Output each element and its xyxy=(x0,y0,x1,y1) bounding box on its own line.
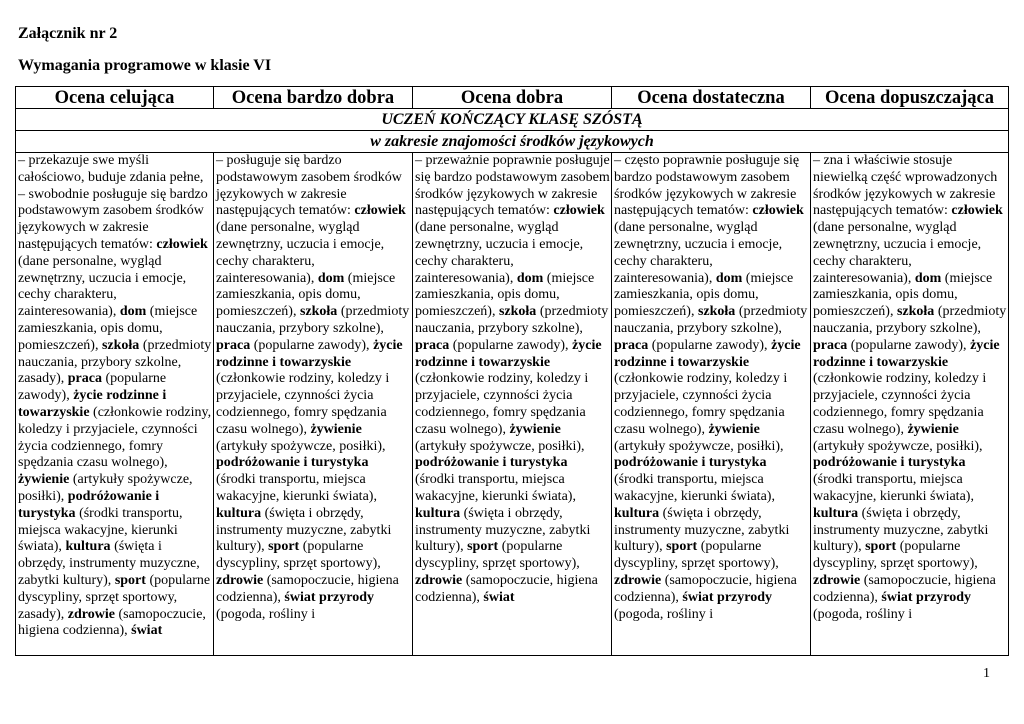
topic-keyword: szkoła xyxy=(299,304,338,320)
cell-text: (pogoda, rośliny i xyxy=(216,606,316,622)
column-header-dostateczna: Ocena dostateczna xyxy=(612,87,811,108)
cell-text: (samopoczucie, higiena codzienna), xyxy=(415,572,598,605)
cell-text: (popularne zawody), xyxy=(250,337,374,353)
topic-keyword: kultura xyxy=(65,539,111,555)
cell-text: (dane personalne, wygląd zewnętrzny, uczucia i emocje, cechy charakteru, zainteresowania), xyxy=(614,220,783,286)
topic-keyword: życie rodzinne i towarzyskie xyxy=(216,337,403,370)
topic-keyword: podróżowanie i turystyka xyxy=(18,488,160,521)
cell-text: (środki transportu, miejsca wakacyjne, kierunki świata), xyxy=(813,472,974,504)
cell-text: (pogoda, rośliny i xyxy=(614,606,714,622)
topic-keyword: kultura xyxy=(216,505,262,521)
topic-keyword: zdrowie xyxy=(813,572,861,588)
cell-dobra xyxy=(413,153,612,655)
topic-keyword: szkoła xyxy=(896,304,935,320)
cell-text: (samopoczucie, higiena codzienna), xyxy=(18,606,206,639)
column-header-celujaca: Ocena celująca xyxy=(16,87,214,108)
topic-keyword: sport xyxy=(268,539,300,555)
cell-text: – zna i właściwie stosuje niewielką część wprowadzonych środków językowych w zakresie następujących tematów: xyxy=(813,153,998,219)
topic-keyword: człowiek xyxy=(951,203,1003,219)
column-header-dobra: Ocena dobra xyxy=(413,87,612,108)
cell-text: (pogoda, rośliny i xyxy=(813,606,913,622)
topic-keyword: podróżowanie i turystyka xyxy=(614,455,767,471)
cell-text: (popularne dyscypliny, sprzęt sportowy, zasady), xyxy=(18,572,211,622)
document-subtitle: Wymagania programowe w klasie VI xyxy=(18,57,272,74)
topic-keyword: dom xyxy=(516,270,544,286)
cell-text: (artykuły spożywcze, posiłki), xyxy=(18,472,193,504)
cell-text: (miejsce zamieszkania, opis domu, pomieszczeń), xyxy=(813,270,993,320)
cell-text: (członkowie rodziny, koledzy i przyjaciele, czynności życia codziennego, fomry spędzania czasu wolnego), xyxy=(614,371,788,437)
cell-text: (środki transportu, miejsca wakacyjne, kierunki świata), xyxy=(415,472,576,504)
topic-keyword: kultura xyxy=(415,505,461,521)
topic-keyword: świat przyrody xyxy=(881,589,971,605)
topic-keyword: żywienie xyxy=(708,421,760,437)
topic-keyword: kultura xyxy=(614,505,660,521)
cell-celujaca xyxy=(16,153,214,655)
cell-text: (dane personalne, wygląd zewnętrzny, uczucia i emocje, cechy charakteru, zainteresowania), xyxy=(216,220,385,286)
column-header-dopuszczajaca: Ocena dopuszczająca xyxy=(824,88,995,108)
cell-text: – często poprawnie posługuje się bardzo podstawowym zasobem środków językowych w zakresie następujących tematów: xyxy=(614,153,800,219)
cell-text: (członkowie rodziny, koledzy i przyjaciele, czynności życia codziennego, fomry spędzania czasu wolnego), xyxy=(216,371,390,437)
cell-text: (członkowie rodziny, koledzy i przyjaciele, czynności życia codziennego, fomry spędzania czasu wolnego), xyxy=(813,371,987,437)
topic-keyword: szkoła xyxy=(697,304,736,320)
topic-keyword: życie rodzinne i towarzyskie xyxy=(415,337,602,370)
topic-keyword: człowiek xyxy=(553,203,605,219)
cell-text: (miejsce zamieszkania, opis domu, pomieszczeń), xyxy=(18,304,198,353)
topic-keyword: żywienie xyxy=(310,421,362,437)
topic-keyword: świat xyxy=(483,589,515,605)
cell-text: (popularne dyscypliny, sprzęt sportowy), xyxy=(614,539,779,572)
cell-text: (środki transportu, miejsca wakacyjne, kierunki świata), xyxy=(614,472,775,504)
topic-keyword: świat przyrody xyxy=(682,589,772,605)
requirements-table xyxy=(15,86,1009,656)
topic-keyword: praca xyxy=(415,337,450,353)
cell-text: (popularne zawody), xyxy=(18,371,167,404)
topic-keyword: szkoła xyxy=(498,304,537,320)
cell-bardzo-dobra xyxy=(214,153,413,655)
cell-text: (samopoczucie, higiena codzienna), xyxy=(614,572,797,605)
topic-keyword: świat xyxy=(131,623,163,639)
cell-text: (samopoczucie, higiena codzienna), xyxy=(813,572,996,605)
topic-keyword: życie rodzinne i towarzyskie xyxy=(18,388,167,420)
cell-text: (popularne zawody), xyxy=(449,337,573,353)
cell-text: (miejsce zamieszkania, opis domu, pomieszczeń), xyxy=(216,270,396,320)
topic-keyword: dom xyxy=(914,270,942,286)
topic-keyword: praca xyxy=(614,337,649,353)
topic-keyword: człowiek xyxy=(752,203,804,219)
cell-text: (artykuły spożywcze, posiłki), xyxy=(415,438,585,454)
topic-keyword: praca xyxy=(216,337,251,353)
table-header-row xyxy=(16,87,1008,109)
topic-keyword: dom xyxy=(317,270,345,286)
topic-keyword: życie rodzinne i towarzyskie xyxy=(614,337,801,370)
cell-text: (popularne dyscypliny, sprzęt sportowy), xyxy=(216,539,381,572)
cell-text: – posługuje się bardzo podstawowym zasobem środków językowych w zakresie następujących tematów: xyxy=(216,153,402,219)
attachment-title: Załącznik nr 2 xyxy=(18,25,118,42)
cell-text: (samopoczucie, higiena codzienna), xyxy=(216,572,399,605)
cell-text: (dane personalne, wygląd zewnętrzny, uczucia i emocje, cechy charakteru, zainteresowania), xyxy=(415,220,584,286)
topic-keyword: żywienie xyxy=(907,421,959,437)
topic-keyword: człowiek xyxy=(354,203,406,219)
table-body-row xyxy=(16,153,1008,655)
topic-keyword: życie rodzinne i towarzyskie xyxy=(813,337,1000,370)
topic-keyword: żywienie xyxy=(18,472,70,488)
cell-text: (popularne zawody), xyxy=(847,337,971,353)
cell-text: (święta i obrzędy, instrumenty muzyczne, zabytki kultury), xyxy=(415,505,591,555)
topic-keyword: podróżowanie i turystyka xyxy=(216,455,369,471)
cell-text: (przedmioty nauczania, przybory szkolne), xyxy=(614,304,808,336)
band-class-six: UCZEŃ KOŃCZĄCY KLASĘ SZÓSTĄ xyxy=(16,109,1008,131)
cell-text: (święta i obrzędy, instrumenty muzyczne, zabytki kultury), xyxy=(813,505,989,555)
cell-text: (artykuły spożywcze, posiłki), xyxy=(813,438,983,454)
topic-keyword: zdrowie xyxy=(216,572,264,588)
page-number: 1 xyxy=(983,666,990,681)
topic-keyword: praca xyxy=(813,337,848,353)
topic-keyword: zdrowie xyxy=(415,572,463,588)
topic-keyword: sport xyxy=(666,539,698,555)
topic-keyword: zdrowie xyxy=(67,606,115,622)
topic-keyword: żywienie xyxy=(509,421,561,437)
cell-text: (członkowie rodziny, koledzy i przyjaciele, czynności życia codziennego, fomry spędzania czasu wolnego), xyxy=(415,371,589,437)
cell-text: – przekazuje swe myśli całościowo, buduje zdania pełne, – swobodnie posługuje się bardzo podstawowym zasobem środków językowych w zakresie następujących tematów: xyxy=(18,153,208,252)
topic-keyword: sport xyxy=(467,539,499,555)
cell-text: (popularne dyscypliny, sprzęt sportowy), xyxy=(813,539,978,572)
cell-text: (przedmioty nauczania, przybory szkolne, zasady), xyxy=(18,337,212,387)
cell-text: (artykuły spożywcze, posiłki), xyxy=(216,438,386,454)
cell-text: (święta i obrzędy, instrumenty muzyczne, zabytki kultury), xyxy=(614,505,790,555)
cell-text: (święta i obrzędy, instrumenty muzyczne, zabytki kultury), xyxy=(18,539,200,588)
band-language-scope: w zakresie znajomości środków językowych xyxy=(16,131,1008,153)
cell-text: (dane personalne, wygląd zewnętrzny, uczucia i emocje, cechy charakteru, zainteresowania), xyxy=(813,220,982,286)
topic-keyword: człowiek xyxy=(156,236,208,252)
cell-text: (święta i obrzędy, instrumenty muzyczne, zabytki kultury), xyxy=(216,505,392,555)
topic-keyword: świat przyrody xyxy=(284,589,374,605)
topic-keyword: zdrowie xyxy=(614,572,662,588)
topic-keyword: dom xyxy=(119,304,147,320)
cell-text: – przeważnie poprawnie posługuje się bardzo podstawowym zasobem środków językowych w zakresie następujących tematów: xyxy=(415,153,610,219)
topic-keyword: dom xyxy=(715,270,743,286)
cell-text: (przedmioty nauczania, przybory szkolne), xyxy=(813,304,1007,336)
topic-keyword: podróżowanie i turystyka xyxy=(415,455,568,471)
cell-dopuszczajaca xyxy=(811,153,1008,655)
cell-text: (popularne zawody), xyxy=(648,337,772,353)
cell-text: (miejsce zamieszkania, opis domu, pomieszczeń), xyxy=(614,270,794,320)
topic-keyword: podróżowanie i turystyka xyxy=(813,455,966,471)
topic-keyword: praca xyxy=(67,371,102,387)
cell-text: (środki transportu, miejsca wakacyjne, kierunki świata), xyxy=(18,505,183,555)
cell-dostateczna xyxy=(612,153,811,655)
cell-text: (środki transportu, miejsca wakacyjne, kierunki świata), xyxy=(216,472,377,504)
cell-text: (członkowie rodziny, koledzy i przyjaciele, czynności życia codziennego, fomry spędzania czasu wolnego), xyxy=(18,404,212,471)
cell-text: (popularne dyscypliny, sprzęt sportowy), xyxy=(415,539,580,572)
cell-text: (dane personalne, wygląd zewnętrzny, uczucia i emocje, cechy charakteru, zainteresowania), xyxy=(18,253,187,320)
topic-keyword: sport xyxy=(865,539,897,555)
topic-keyword: kultura xyxy=(813,505,859,521)
column-header-bardzo-dobra: Ocena bardzo dobra xyxy=(214,87,413,108)
cell-text: (przedmioty nauczania, przybory szkolne), xyxy=(216,304,410,336)
cell-text: (przedmioty nauczania, przybory szkolne), xyxy=(415,304,609,336)
topic-keyword: sport xyxy=(114,572,146,588)
cell-text: (miejsce zamieszkania, opis domu, pomieszczeń), xyxy=(415,270,595,320)
topic-keyword: szkoła xyxy=(101,337,140,353)
cell-text: (artykuły spożywcze, posiłki), xyxy=(614,438,784,454)
